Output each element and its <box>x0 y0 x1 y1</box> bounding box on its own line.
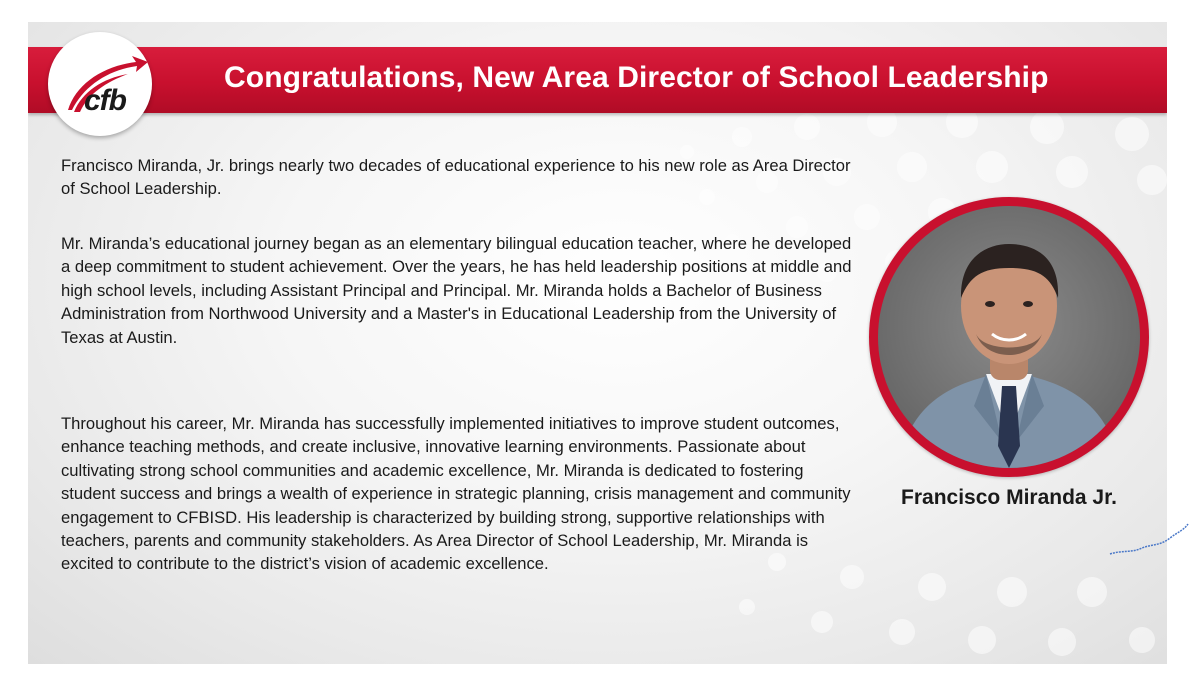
profile-name: Francisco Miranda Jr. <box>901 486 1117 509</box>
page-title: Congratulations, New Area Director of School Leadership <box>224 61 1049 94</box>
cfb-logo <box>48 32 152 136</box>
portrait-frame <box>869 197 1149 477</box>
accomplishments-paragraph: Throughout his career, Mr. Miranda has successfully implemented initiatives to improve student outcomes, enhance teaching methods, and create inclusive, innovative learning environments. Passionate about cultivating strong school communities and academic excellence, Mr. Miranda is dedicated to fostering student success and brings a wealth of experience in strategic planning, crisis management and community engagement to CFBISD. His leadership is characterized by building strong, supportive relationships with teachers, parents and community stakeholders. As Area Director of School Leadership, Mr. Miranda is excited to contribute to the district’s vision of academic excellence. <box>61 414 851 574</box>
intro-paragraph: Francisco Miranda, Jr. brings nearly two decades of educational experience to his new role as Area Director of School Leadership. <box>61 156 851 199</box>
scribble-mark-icon <box>1108 520 1190 560</box>
logo-text: cfb <box>84 84 126 117</box>
title-banner <box>28 47 1167 113</box>
career-paragraph: Mr. Miranda’s educational journey began as an elementary bilingual education teacher, where he developed a deep commitment to student achievement. Over the years, he has held leadership positions at middle and high school levels, including Assistant Principal and Principal. Mr. Miranda holds a Bachelor of Business Administration from Northwood University and a Master's in Educational Leadership from the University of Texas at Austin. <box>61 234 852 347</box>
person-portrait-icon <box>878 206 1140 468</box>
announcement-card <box>28 22 1167 664</box>
portrait-photo <box>878 206 1140 468</box>
